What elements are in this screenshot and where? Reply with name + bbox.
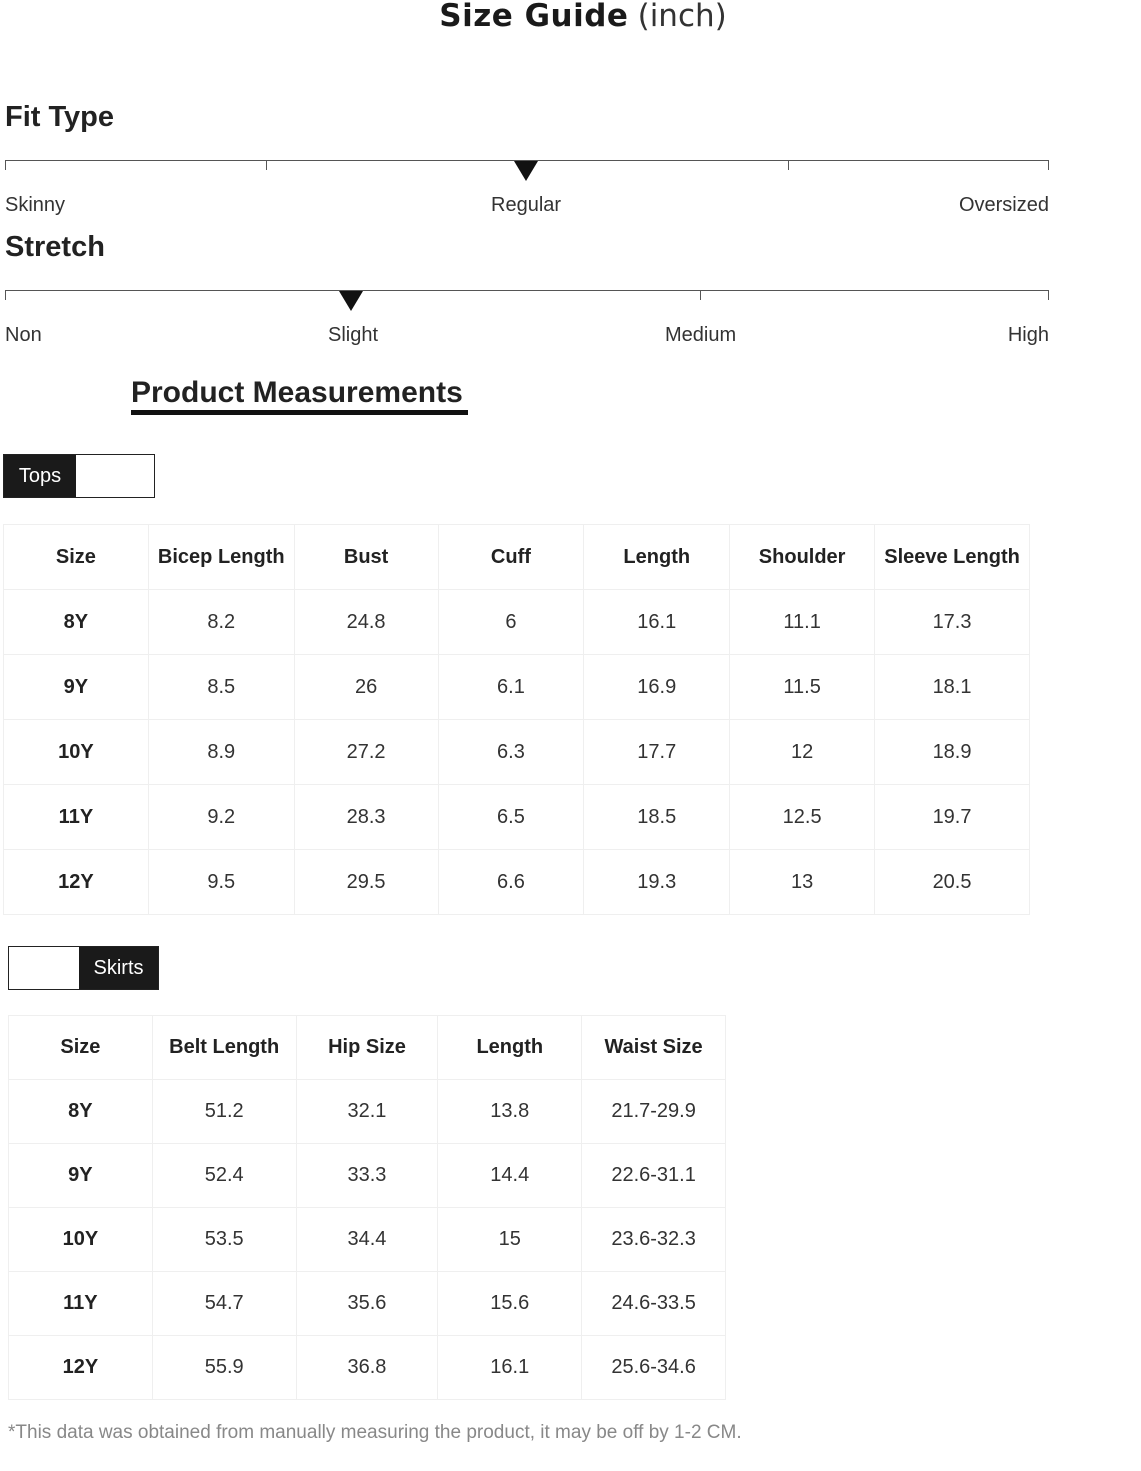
skirts-header-cell: Belt Length [152,1016,296,1080]
fit-type-label-skinny: Skinny [5,194,66,216]
tops-header-cell: Bust [294,525,438,590]
stretch-tick [1048,290,1049,300]
stretch-label-medium: Medium [665,324,737,346]
table-cell: 15.6 [438,1272,582,1336]
tops-header-cell: Shoulder [730,525,875,590]
table-cell: 8.9 [148,720,294,785]
table-cell: 52.4 [152,1144,296,1208]
table-cell: 28.3 [294,785,438,850]
table-cell: 55.9 [152,1336,296,1400]
table-cell: 6.1 [438,655,584,720]
product-measurements-heading: Product Measurements [131,376,463,409]
table-cell: 20.5 [875,850,1030,915]
table-cell: 8.5 [148,655,294,720]
skirts-header-cell: Size [9,1016,153,1080]
tops-header-cell: Bicep Length [148,525,294,590]
table-cell: 25.6-34.6 [582,1336,726,1400]
title-unit: (inch) [637,0,727,34]
table-row [9,1080,726,1144]
fit-type-label-regular: Regular [491,194,562,216]
table-cell: 10Y [9,1208,153,1272]
fit-type-tick [5,160,6,170]
table-cell: 29.5 [294,850,438,915]
table-cell: 23.6-32.3 [582,1208,726,1272]
table-cell: 36.8 [296,1336,438,1400]
table-cell: 8Y [4,590,149,655]
table-cell: 9.5 [148,850,294,915]
fit-type-tick [1048,160,1049,170]
table-row [4,720,1030,785]
fit-type-tick [788,160,789,170]
table-cell: 34.4 [296,1208,438,1272]
skirts-tab[interactable]: Skirts [79,947,158,989]
table-row [4,850,1030,915]
table-cell: 54.7 [152,1272,296,1336]
skirts-header-cell: Hip Size [296,1016,438,1080]
tops-table [3,524,1030,915]
skirts-toggle-blank[interactable] [9,947,79,989]
product-measurements-underline [131,410,468,415]
table-cell: 19.7 [875,785,1030,850]
fit-type-heading: Fit Type [5,101,115,133]
table-cell: 12Y [4,850,149,915]
skirts-header-cell: Length [438,1016,582,1080]
table-row [9,1144,726,1208]
skirts-table [8,1015,726,1400]
table-row [4,590,1030,655]
skirts-toggle[interactable] [8,946,159,990]
table-cell: 14.4 [438,1144,582,1208]
table-row [9,1272,726,1336]
tops-tab[interactable]: Tops [4,455,76,497]
table-cell: 11Y [4,785,149,850]
stretch-heading: Stretch [5,231,105,263]
tops-header-cell: Sleeve Length [875,525,1030,590]
table-cell: 10Y [4,720,149,785]
stretch-tick [700,290,701,300]
table-cell: 16.1 [438,1336,582,1400]
table-cell: 6.5 [438,785,584,850]
table-cell: 32.1 [296,1080,438,1144]
table-cell: 17.3 [875,590,1030,655]
skirts-header-cell: Waist Size [582,1016,726,1080]
table-cell: 11.5 [730,655,875,720]
table-cell: 15 [438,1208,582,1272]
stretch-tick [5,290,6,300]
table-cell: 24.8 [294,590,438,655]
table-row [9,1336,726,1400]
page-title [0,0,1141,34]
table-cell: 13 [730,850,875,915]
tops-header-cell: Cuff [438,525,584,590]
tops-header-row [4,525,1030,590]
table-cell: 6.3 [438,720,584,785]
table-cell: 22.6-31.1 [582,1144,726,1208]
table-cell: 8Y [9,1080,153,1144]
table-cell: 18.1 [875,655,1030,720]
table-cell: 13.8 [438,1080,582,1144]
table-cell: 35.6 [296,1272,438,1336]
table-cell: 9Y [9,1144,153,1208]
tops-header-cell: Length [584,525,730,590]
table-cell: 11Y [9,1272,153,1336]
table-cell: 18.5 [584,785,730,850]
table-cell: 17.7 [584,720,730,785]
table-cell: 27.2 [294,720,438,785]
table-cell: 26 [294,655,438,720]
stretch-label-non: Non [5,324,42,346]
table-cell: 16.1 [584,590,730,655]
table-cell: 19.3 [584,850,730,915]
table-cell: 16.9 [584,655,730,720]
table-cell: 12.5 [730,785,875,850]
table-cell: 6 [438,590,584,655]
table-cell: 33.3 [296,1144,438,1208]
tops-header-cell: Size [4,525,149,590]
table-cell: 51.2 [152,1080,296,1144]
table-cell: 21.7-29.9 [582,1080,726,1144]
table-cell: 12 [730,720,875,785]
table-cell: 6.6 [438,850,584,915]
tops-toggle[interactable] [3,454,155,498]
table-row [4,785,1030,850]
fit-type-pointer-icon [514,161,538,181]
measurement-note: *This data was obtained from manually measuring the product, it may be off by 1-2 CM. [8,1422,742,1443]
table-cell: 24.6-33.5 [582,1272,726,1336]
table-cell: 18.9 [875,720,1030,785]
table-cell: 12Y [9,1336,153,1400]
table-cell: 53.5 [152,1208,296,1272]
table-cell: 8.2 [148,590,294,655]
fit-type-label-oversized: Oversized [958,194,1049,216]
table-cell: 9.2 [148,785,294,850]
table-cell: 11.1 [730,590,875,655]
tops-toggle-blank[interactable] [76,455,154,497]
stretch-pointer-icon [339,291,363,311]
skirts-header-row [9,1016,726,1080]
fit-type-tick [266,160,267,170]
title-main: Size Guide [439,0,629,34]
table-cell: 9Y [4,655,149,720]
table-row [4,655,1030,720]
table-row [9,1208,726,1272]
stretch-scale-line [5,290,1049,291]
stretch-label-high: High [1007,324,1049,346]
stretch-label-slight: Slight [328,324,379,346]
